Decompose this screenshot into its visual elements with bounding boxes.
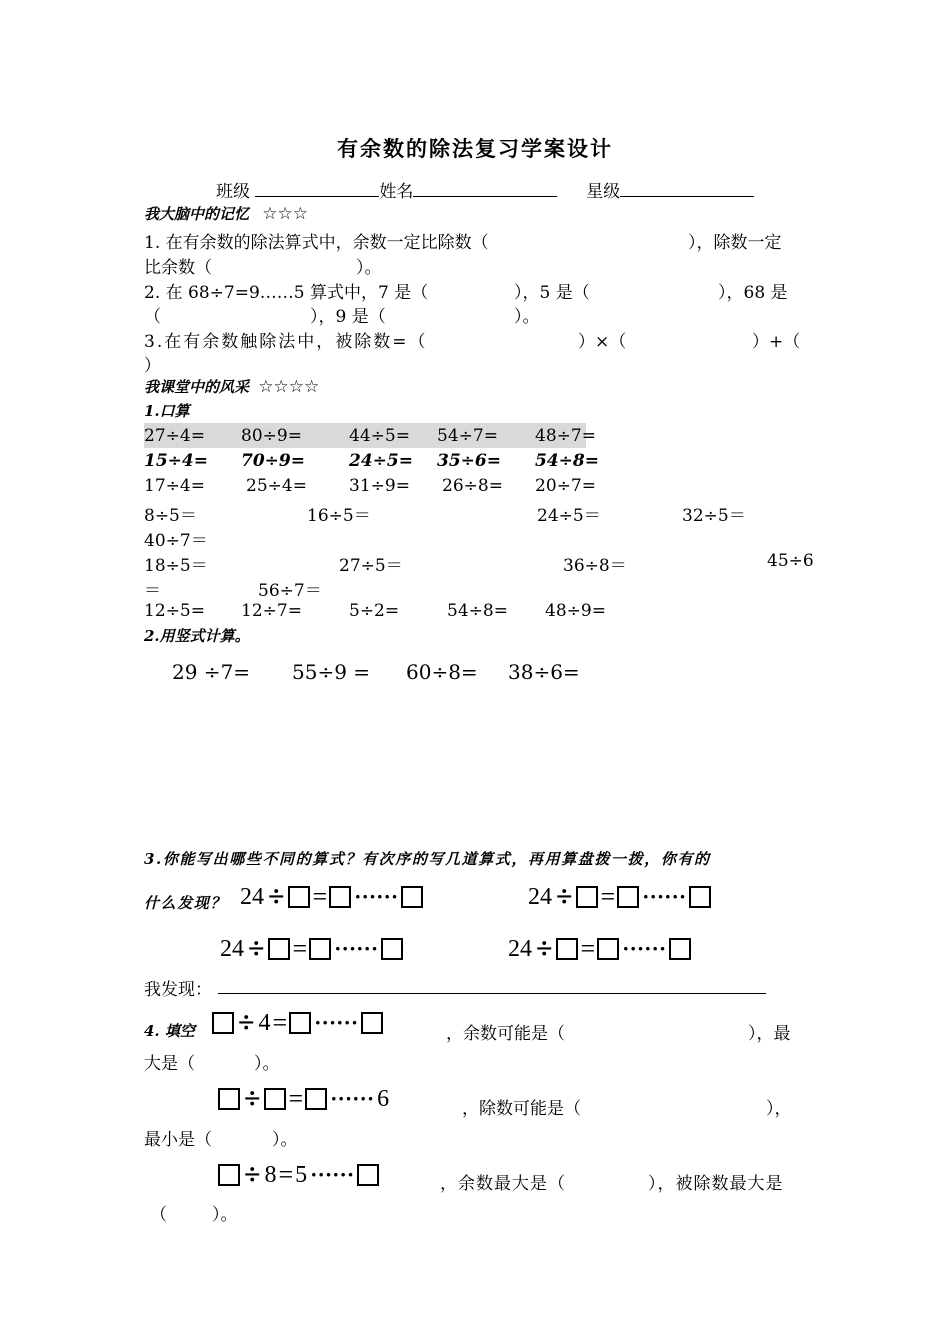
q1-line1-a: 1. 在有余数的除法算式中，余数一定比除数（ [144,233,489,253]
dividend: 24 [220,935,244,962]
row2-item: 54÷8= [535,451,599,471]
row5b-item: 56÷7＝ [258,581,322,601]
row5-item: 27÷5＝ [339,556,403,576]
divisor: 8 [264,1161,277,1188]
row4-item: 32÷5＝ [682,506,746,526]
blank-box[interactable] [289,1012,311,1034]
fill2-text-a: ，除数可能是（ [462,1099,581,1119]
q3-line1-a: 3.在有余数触除法中，被除数=（ [144,332,428,352]
q2-line2-c: ）。 [514,307,540,327]
blank-box[interactable] [576,886,598,908]
name-blank[interactable] [413,178,557,197]
page-title: 有余数的除法复习学案设计 [337,136,613,161]
row4-item: 16÷5＝ [307,506,371,526]
equation-4 [508,934,691,964]
q3-line1-c: ）+（ [752,332,801,352]
class-label: 班级 [216,182,250,202]
blank-box[interactable] [309,938,331,960]
remainder-dots: ······ [310,1162,355,1187]
row3-item: 20÷7= [535,476,596,496]
fill3-text-c: （ [150,1205,167,1225]
vertical-item: 60÷8= [406,660,478,684]
q1-line1-b: ），除数一定 [688,233,782,253]
fill-equation-3 [218,1160,379,1190]
vertical-item: 38÷6= [508,660,580,684]
row1-item: 48÷7= [535,426,596,446]
blank-box[interactable] [556,938,578,960]
fill1-text-c: 大是（ [144,1054,195,1074]
row4-item: 24÷5＝ [537,506,601,526]
fill3-text-a: ，余数最大是（ [440,1174,566,1194]
fill2-text-c: 最小是（ [144,1130,212,1150]
vertical-header: 2.用竖式计算。 [144,627,250,645]
name-label: 姓名 [379,182,414,202]
blank-box[interactable] [669,938,691,960]
divide-sign: ÷ [238,1006,255,1039]
fill2-text-d: ）。 [272,1130,298,1150]
divide-sign: ÷ [268,880,285,913]
row6-item: 12÷5= [144,601,205,621]
row5-item: 18÷5＝ [144,556,208,576]
row5-item: 36÷8＝ [563,556,627,576]
divide-sign: ÷ [244,1158,261,1191]
row2-item: 24÷5= [349,451,413,471]
blank-box[interactable] [268,938,290,960]
row3-item: 26÷8= [442,476,503,496]
blank-box[interactable] [264,1088,286,1110]
section2-header [144,376,319,397]
quotient: 5 [295,1161,308,1188]
vertical-item: 29 ÷7= [172,660,251,684]
q3-line2: ） [144,356,161,376]
equals-sign: = [288,1084,304,1113]
equation-1 [240,882,423,912]
blank-box[interactable] [361,1012,383,1034]
q1-line2-b: ）。 [356,258,382,278]
row5-item: 45÷6 [767,551,814,571]
remainder-dots: ······ [622,936,667,961]
equals-sign: = [580,934,596,963]
row3-item: 17÷4= [144,476,205,496]
row2-item: 70÷9= [241,451,305,471]
fill-equation-2 [218,1084,389,1114]
q2-line1-c: ），68 是 [718,283,788,303]
row6-item: 12÷7= [241,601,302,621]
blank-box[interactable] [305,1088,327,1110]
remainder-dots: ······ [334,936,379,961]
dividend: 24 [528,883,552,910]
section1-header [144,203,308,224]
remainder-dots: ······ [314,1010,359,1035]
row6-item: 54÷8= [447,601,508,621]
q3-line1-b: ）×（ [578,332,627,352]
q1-line2-a: 比余数（ [144,258,212,278]
row4-item: 8÷5＝ [144,506,197,526]
blank-box[interactable] [381,938,403,960]
divide-sign: ÷ [536,932,553,965]
blank-box[interactable] [401,886,423,908]
row4b-item: 40÷7＝ [144,531,208,551]
equation-3 [220,934,403,964]
equals-sign: = [272,1008,288,1037]
blank-box[interactable] [329,886,351,908]
remainder-value: 6 [377,1085,390,1112]
divide-sign: ÷ [556,880,573,913]
section2-title: 我课堂中的风采 [144,378,250,396]
section4-header: 4. 填空 [144,1022,195,1040]
blank-box[interactable] [288,886,310,908]
fill1-text-d: ）。 [254,1054,280,1074]
blank-box[interactable] [617,886,639,908]
remainder-dots: ······ [330,1086,375,1111]
equals-sign: = [278,1160,294,1189]
row2-item: 35÷6= [437,451,501,471]
found-label: 我发现： [144,980,212,1000]
divide-sign: ÷ [248,932,265,965]
star-blank[interactable] [620,178,754,197]
q2-line1-b: ），5 是（ [514,283,590,303]
section3-header-line2: 什么发现？ [144,894,228,912]
divide-sign: ÷ [244,1082,261,1115]
section1-title: 我大脑中的记忆 [144,205,250,223]
fill3-text-b: ），被除数最大是 [648,1174,784,1194]
dividend: 24 [240,883,264,910]
equals-sign: = [600,882,616,911]
equation-2 [528,882,711,912]
row6-item: 5÷2= [349,601,400,621]
fill1-text-a: ，余数可能是（ [446,1024,565,1044]
equals-sign: = [312,882,328,911]
q2-line2-b: ），9 是（ [310,307,386,327]
vertical-item: 55÷9 = [292,660,371,684]
fill-equation-1 [212,1008,383,1038]
row5b-eq: ＝ [144,581,161,601]
blank-box[interactable] [597,938,619,960]
section3-header-line1: 3.你能写出哪些不同的算式？有次序的写几道算式，再用算盘拨一拨，你有的 [144,850,711,868]
dividend: 24 [508,935,532,962]
equals-sign: = [292,934,308,963]
fill3-text-d: ）。 [212,1205,238,1225]
row1-item: 80÷9= [241,426,302,446]
row3-item: 31÷9= [349,476,410,496]
oral-header: 1.口算 [144,402,190,420]
blank-box[interactable] [689,886,711,908]
class-blank[interactable] [255,178,379,197]
fill2-text-b: ）， [766,1099,792,1119]
section2-stars: ☆☆☆☆ [258,377,320,397]
row1-item: 27÷4= [144,426,205,446]
blank-box[interactable] [212,1012,234,1034]
q2-line2-a: （ [144,307,161,327]
row6-item: 48÷9= [545,601,606,621]
blank-box[interactable] [218,1088,240,1110]
divisor: 4 [258,1009,271,1036]
found-answer-line[interactable] [218,993,766,994]
remainder-dots: ······ [642,884,687,909]
row3-item: 25÷4= [246,476,307,496]
q2-line1-a: 2. 在 68÷7=9……5 算式中，7 是（ [144,283,429,303]
fill1-text-b: ），最 [748,1024,791,1044]
star-label: 星级 [586,182,621,202]
blank-box[interactable] [218,1164,240,1186]
row2-item: 15÷4= [144,451,208,471]
row1-item: 54÷7= [437,426,498,446]
section1-stars: ☆☆☆ [262,204,308,224]
info-line [216,177,754,202]
blank-box[interactable] [357,1164,379,1186]
remainder-dots: ······ [354,884,399,909]
row1-item: 44÷5= [349,426,410,446]
